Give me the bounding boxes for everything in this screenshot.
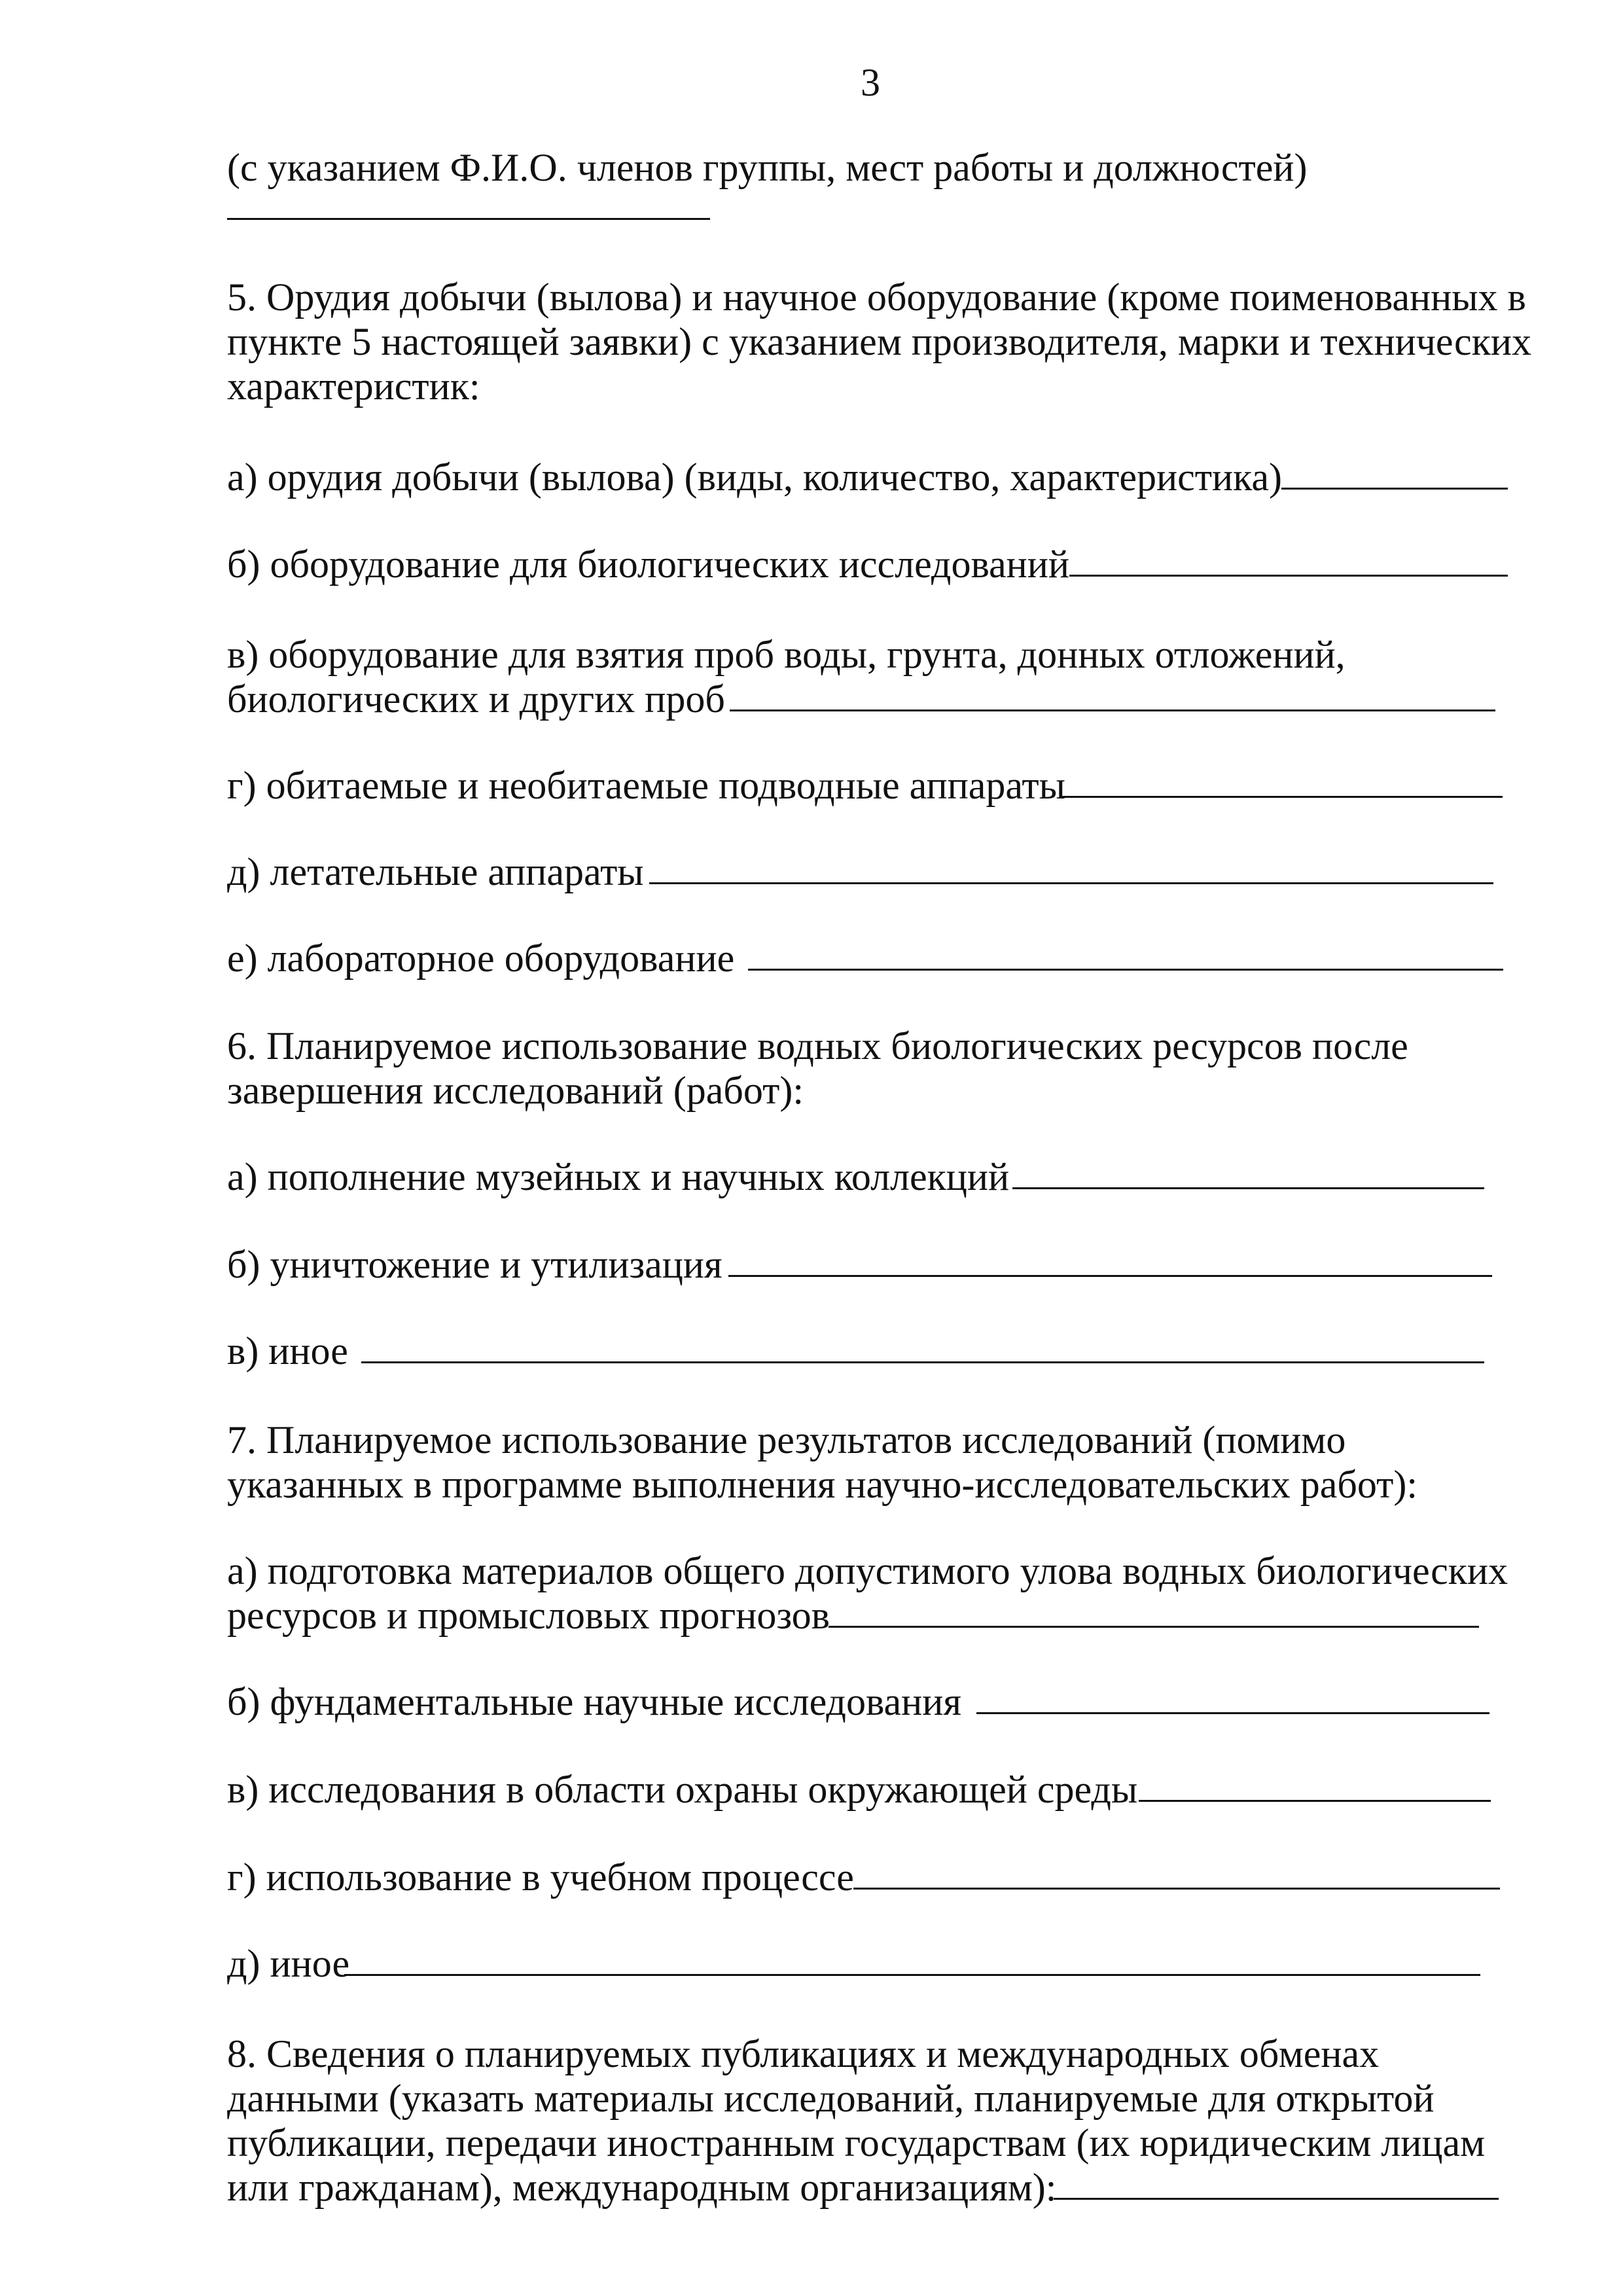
section5-item-d-blank[interactable] bbox=[649, 882, 1493, 884]
section5-heading-line2: пункте 5 настоящей заявки) с указанием производителя, марки и технических bbox=[227, 320, 1531, 363]
section5-item-v-blank[interactable] bbox=[730, 709, 1495, 711]
section7-item-g-blank[interactable] bbox=[853, 1888, 1500, 1890]
section6-item-b: б) уничтожение и утилизация bbox=[227, 1243, 722, 1286]
section6-item-v: в) иное bbox=[227, 1329, 348, 1372]
section7-item-b-blank[interactable] bbox=[976, 1712, 1489, 1714]
section5-item-d: д) летательные аппараты bbox=[227, 850, 644, 893]
group-note-blank[interactable] bbox=[227, 218, 710, 220]
section5-item-a: а) орудия добычи (вылова) (виды, количество, характеристика) bbox=[227, 456, 1282, 499]
page-number: 3 bbox=[861, 61, 880, 104]
section6-item-b-blank[interactable] bbox=[728, 1275, 1492, 1277]
section5-item-e-blank[interactable] bbox=[748, 969, 1503, 971]
section7-item-a-line1: а) подготовка материалов общего допустимого улова водных биологических bbox=[227, 1549, 1508, 1592]
section8-heading-line1: 8. Сведения о планируемых публикациях и международных обменах bbox=[227, 2032, 1380, 2075]
section6-item-a-blank[interactable] bbox=[1012, 1187, 1484, 1189]
section6-heading-line2: завершения исследований (работ): bbox=[227, 1069, 804, 1112]
section7-item-v-blank[interactable] bbox=[1139, 1800, 1491, 1802]
section5-item-g-blank[interactable] bbox=[1062, 796, 1503, 798]
section5-item-g: г) обитаемые и необитаемые подводные аппараты bbox=[227, 764, 1065, 807]
section7-item-a-blank[interactable] bbox=[829, 1626, 1479, 1628]
section7-item-d: д) иное bbox=[227, 1942, 350, 1985]
section5-item-a-blank[interactable] bbox=[1281, 488, 1508, 490]
section5-item-b-blank[interactable] bbox=[1069, 575, 1508, 577]
section7-item-g: г) использование в учебном процессе bbox=[227, 1856, 854, 1899]
group-note: (с указанием Ф.И.О. членов группы, мест работы и должностей) bbox=[227, 146, 1308, 189]
section8-heading-line3: публикации, передачи иностранным государствам (их юридическим лицам bbox=[227, 2121, 1486, 2164]
section7-item-b: б) фундаментальные научные исследования bbox=[227, 1680, 961, 1723]
section5-heading-line3: характеристик: bbox=[227, 365, 480, 408]
section6-item-a: а) пополнение музейных и научных коллекций bbox=[227, 1155, 1010, 1198]
section5-item-v-line2: биологических и других проб bbox=[227, 677, 725, 721]
section8-blank[interactable] bbox=[1054, 2198, 1499, 2200]
section5-item-b: б) оборудование для биологических исследований bbox=[227, 543, 1069, 586]
section8-heading-line2: данными (указать материалы исследований, планируемые для открытой bbox=[227, 2077, 1435, 2120]
section7-item-a-line2: ресурсов и промысловых прогнозов bbox=[227, 1594, 830, 1637]
section7-item-v: в) исследования в области охраны окружающей среды bbox=[227, 1768, 1138, 1811]
section8-heading-line4: или гражданам), международным организациям): bbox=[227, 2166, 1057, 2209]
section5-item-e: е) лабораторное оборудование bbox=[227, 937, 735, 980]
section7-heading-line2: указанных в программе выполнения научно-исследовательских работ): bbox=[227, 1463, 1418, 1506]
section6-item-v-blank[interactable] bbox=[361, 1361, 1484, 1363]
section6-heading-line1: 6. Планируемое использование водных биологических ресурсов после bbox=[227, 1024, 1408, 1067]
section7-heading-line1: 7. Планируемое использование результатов исследований (помимо bbox=[227, 1418, 1346, 1462]
section5-heading-line1: 5. Орудия добычи (вылова) и научное оборудование (кроме поименованных в bbox=[227, 276, 1526, 319]
section7-item-d-blank[interactable] bbox=[344, 1974, 1480, 1976]
section5-item-v-line1: в) оборудование для взятия проб воды, грунта, донных отложений, bbox=[227, 633, 1346, 676]
